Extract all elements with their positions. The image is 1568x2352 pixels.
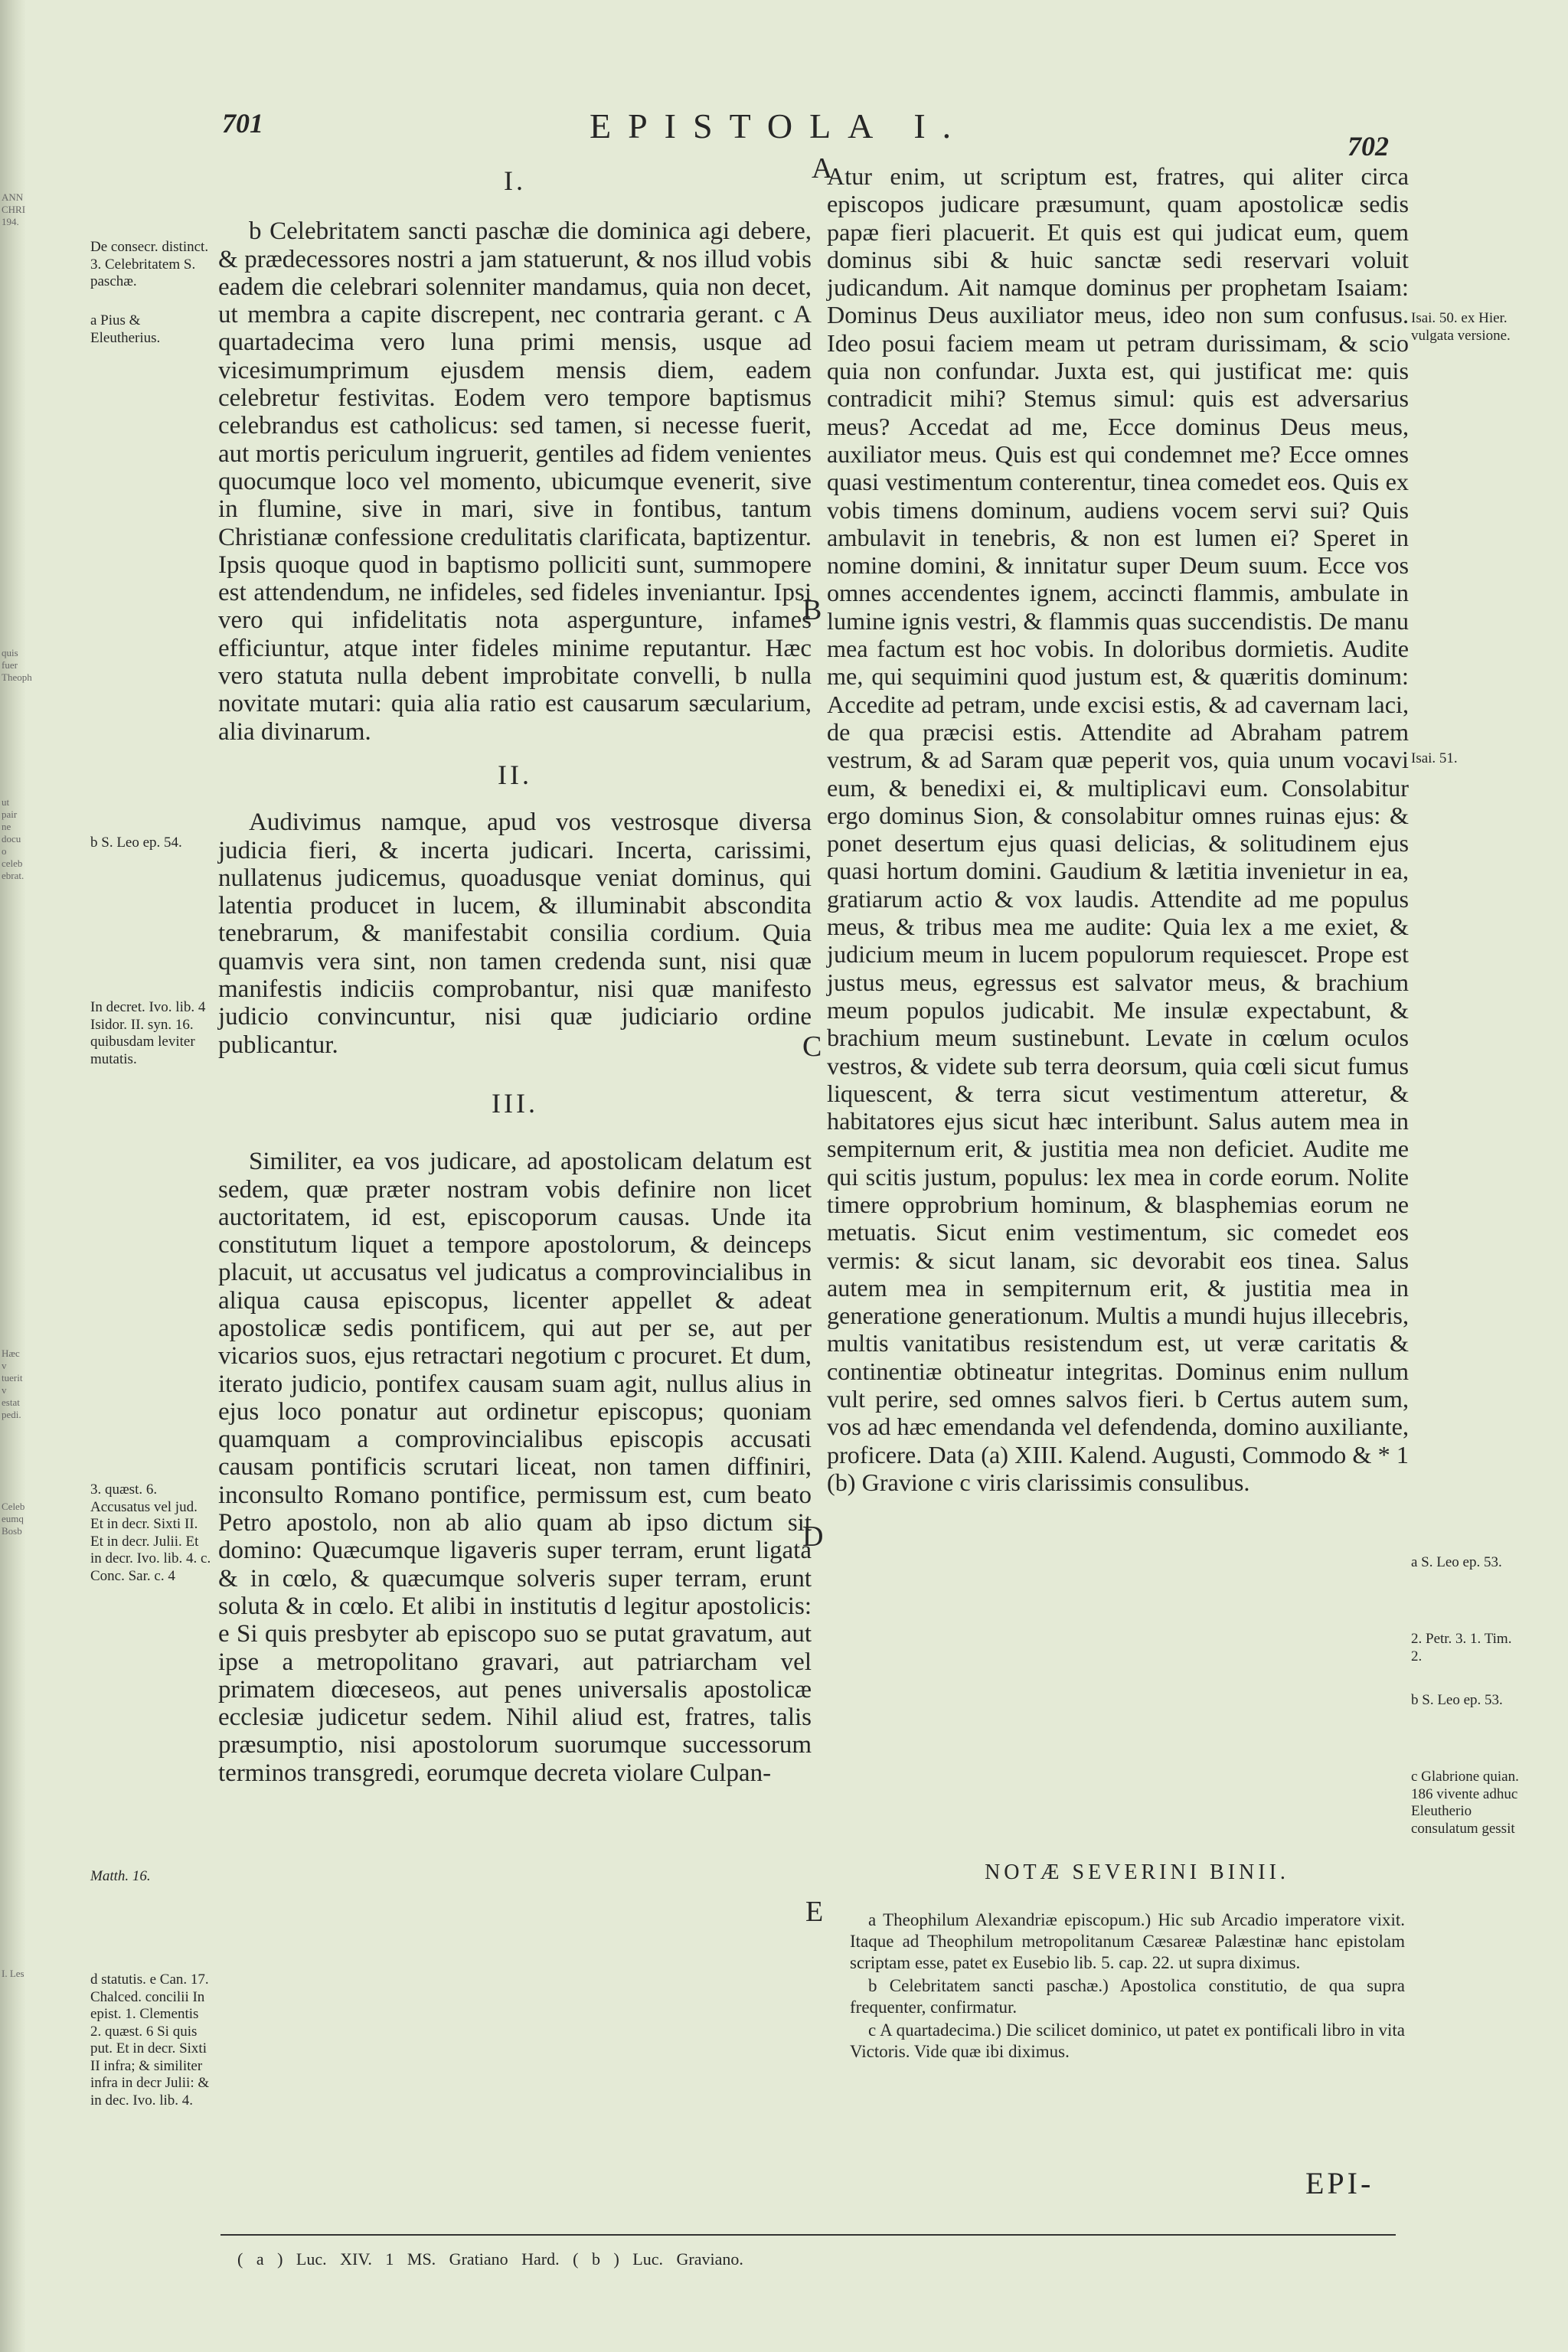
section-letter-e: E — [805, 1896, 824, 1928]
left-margin-note: Matth. 16. — [90, 1868, 151, 1884]
left-margin-note: d statutis. e Can. 17. Chalced. concilii In epist. 1. Clementis 2. quæst. 6 Si quis put. Et in decr. Sixti II infra; & similiter infra in decr Julii: & in dec. Ivo. lib. 4. — [90, 1971, 210, 2109]
left-margin-note: De consecr. distinct. 3. Celebritatem S. paschæ. — [90, 239, 209, 289]
note-item: a Theophilum Alexandriæ episcopum.) Hic sub Arcadio imperatore vixit. Itaque ad Theophilum metropolitanum Cæsareæ Palæstinæ hanc epistolam scriptam esse, patet ex Eusebio lib. 5. cap. 22. ut supra diximus. — [850, 1910, 1405, 1972]
section-letter-c: C — [802, 1031, 822, 1063]
section-letter-a: A — [812, 152, 833, 185]
left-page-number: 701 — [222, 108, 263, 139]
right-margin-note: c Glabrione quian. 186 vivente adhuc Eleutherio consulatum gessit — [1411, 1769, 1519, 1837]
footnote-rule — [220, 2234, 1396, 2236]
running-title: EPISTOLA I. — [590, 106, 969, 145]
left-margin-note: a Pius & Eleutherius. — [90, 312, 161, 346]
section-letter-d: D — [802, 1521, 824, 1553]
section-heading-1: I. — [504, 165, 526, 196]
note-item: b Celebritatem sancti paschæ.) Apostolica constitutio, de qua supra frequenter, confirmatur. — [850, 1976, 1405, 2017]
right-margin-note: Isai. 50. ex Hier. vulgata versione. — [1411, 310, 1511, 344]
right-text-column — [827, 162, 1409, 1496]
left-margin-note: b S. Leo ep. 54. — [90, 835, 182, 851]
previous-page-edge: ANN CHRI 194. quis fuer Theoph ut pair ne docu o celeb ebrat. Hæc v tuerit v estat pedi. Celeb eumq Bosb I. Les — [0, 0, 26, 2352]
left-margin-note: In decret. Ivo. lib. 4 Isidor. II. syn. 16. quibusdam leviter mutatis. — [90, 999, 206, 1067]
catchword: EPI- — [1305, 2166, 1374, 2200]
note-item: c A quartadecima.) Die scilicet dominico, ut patet ex pontificali libro in vita Victoris. Vide quæ ibi diximus. — [850, 2020, 1405, 2061]
section-heading-2: II. — [498, 759, 532, 790]
section-letter-b: B — [802, 594, 822, 626]
notes-title: NOTÆ SEVERINI BINII. — [985, 1860, 1289, 1884]
right-margin-note: a S. Leo ep. 53. — [1411, 1554, 1502, 1570]
left-margin-note: 3. quæst. 6. Accusatus vel jud. Et in decr. Sixti II. Et in decr. Julii. Et in decr. Ivo. lib. 4. c. Conc. Sar. c. 4 — [90, 1481, 211, 1584]
section-1-text: b Celebritatem sancti paschæ die dominica agi debere, & prædecessores nostri a jam statuerunt, & nos illud vobis eadem die celebrari solenniter mandamus, quia non decet, ut membra a capite discrepent, nec contraria gerant. c A quartadecima vero luna primi mensis, usque ad vicesimumprimum ejusdem mensis diem, eadem celebretur festivitas. Eodem vero tempore baptismus celebrandus est catholicus: sed tamen, si necesse fuerit, aut mortis periculum ingruerit, gentiles ad fidem venientes quocumque loco vel momento, ubicumque evenerit, sive in flumine, sive in mari, sive in fontibus, tantum Christianæ confessione credulitatis clarificata, baptizentur. Ipsis quoque quod in baptismo polliciti sunt, summopere est attendendum, ne infideles, sed fideles inveniantur. Ipsi vero qui infidelitatis nota aspergunture, infames efficiuntur, atque inter fideles minime reputantur. Hæc vero statuta nulla debent improbitate convelli, b nulla novitate mutari: quia alia ratio est causarum sæcularium, alia divinarum. — [218, 217, 812, 746]
notes-block — [850, 1909, 1405, 2064]
right-page-number: 702 — [1348, 131, 1389, 162]
right-column-text: Atur enim, ut scriptum est, fratres, qui aliter circa episcopos judicare præsumunt, quam apostolicæ sedis papæ fieri placuerit. Et quis est qui judicat eum, quem dominus sibi & huic sanctæ sedi reservari voluit judicandum. Ait namque dominus per prophetam Isaiam: Dominus Deus auxiliator meus, ideo non sum confusus. Ideo posui faciem meam ut petram durissimam, & scio quia non confundar. Juxta est, qui justificat me: quis contradicit mihi? Stemus simul: quis est adversarius meus? Accedat ad me, Ecce dominus Deus meus, auxiliator meus. Quis est qui condemnet me? Ecce omnes quasi vestimentum conterentur, tinea comedet eos. Quis ex vobis timens dominum, audiens vocem servi sui? Quis ambulavit in tenebris, & non est lumen ei? Speret in nomine domini, & innitatur super Deum suum. Ecce vos omnes accendentes ignem, accincti flammis, ambulate in lumine ignis vestri, & flammis quas succendistis. De manu mea factum est hoc vobis. In doloribus dormietis. Audite me, qui sequimini quod justum est, & quæritis dominum: Accedite ad petram, unde excisi estis, & ad cavernam laci, de qua præcisi estis. Attendite ad Abraham patrem vestrum, & ad Saram quæ peperit vos, quia unum vocavi eum, & benedixi ei, & multiplicavi eum. Consolabitur ergo dominus Sion, & consolabitur omnes ruinas ejus: & ponet desertum ejus quasi delicias, & solitudinem ejus quasi hortum domini. Gaudium & lætitia invenietur in ea, gratiarum actio & vox laudis. Attendite ad me populus meus, & tribus mea me audite: Quia lex a me exiet, & judicium meum in lucem populorum requiescet. Prope est justus meus, egressus est salvator meus, & brachium meum populos judicabit. Me insulæ expectabunt, & brachium meum sustinebunt. Levate in cœlum oculos vestros, & videte sub terra deorsum, quia cœli sicut fumus liquescent, & terra sicut vestimentum atteretur, & habitatores ejus sicut hæc interibunt. Salus autem mea in sempiternum erit, & justitia mea non deficiet. Audite me qui scitis justum, populus: lex mea in corde eorum. Nolite timere opprobrium hominum, & blasphemias eorum ne metuatis. Sicut enim vestimentum, sic comedet eos vermis: & sicut lanam, sic devorabit eos tinea. Salus autem mea in sempiternum erit, & justitia mea in generatione generationum. Multis a mundi hujus illecebris, multis vanitatibus resistendum est, ut veræ caritatis & continentiæ obtineatur integritas. Dominus enim nullum vult perire, sed omnes salvos fieri. b Certus autem sum, vos ad hæc emendanda vel defendenda, domino auxiliante, proficere. Data (a) XIII. Kalend. Augusti, Commodo & * 1 (b) Gravione c viris clarissimis consulibus. — [827, 162, 1409, 1496]
section-heading-3: III. — [492, 1087, 538, 1119]
section-2-text: Audivimus namque, apud vos vestrosque diversa judicia fieri, & incerta judicari. Incerta, carissimi, nullatenus judicemus, quoadusque veniat dominus, qui latentia producet in lucem, & illuminabit abscondita tenebrarum, & manifestabit consilia cordium. Quia quamvis vera sint, non tamen credenda sunt, nisi quæ manifestis indiciis comprobantur, nisi quæ manifesto judicio convincuntur, nisi quæ judiciario ordine publicantur. — [218, 808, 812, 1059]
section-3-text: Similiter, ea vos judicare, ad apostolicam delatum est sedem, quæ præter nostram vobis definire non licet auctoritatem, id est, episcoporum causas. Unde ita constitutum liquet a tempore apostolorum, & deinceps placuit, ut accusatus vel judicatus a comprovincialibus in aliqua causa episcopus, licenter appellet & adeat apostolicæ sedis pontificem, qui aut per se, aut per vicarios suos, ejus retractari negotium c procuret. Et dum, iterato judicio, pontifex causam suam agit, nullus alius in ejus loco ponatur aut ordinetur episcopus; quoniam quamquam a comprovincialibus episcopis accusati causam pontificis scrutari liceat, non tamen diffiniri, inconsulto Romano pontifice, permissum est, cum beato Petro apostolo, non ab alio quam ab ipso dictum sit domino: Quæcumque ligaveris super terram, erunt ligata & in cœlo, & quæcumque solveris super terram, erunt soluta & in cœlo. Et alibi in institutis d legitur apostolicis: e Si quis presbyter ab episcopo suo se putat gravatum, aut ipse a metropolitano gravari, aut patriarcham vel primatem diœceseos, aut penes universalis apostolicæ ecclesiæ judicetur sedem. Nihil aliud est, fratres, talis præsumptio, nisi apostolorum suorumque successorum terminos transgredi, eorumque decreta violare Culpan- — [218, 1148, 812, 1787]
right-margin-note: Isai. 51. — [1411, 750, 1458, 766]
right-margin-note: 2. Petr. 3. 1. Tim. 2. — [1411, 1631, 1512, 1664]
left-text-column — [218, 167, 812, 1787]
right-margin-note: b S. Leo ep. 53. — [1411, 1692, 1503, 1708]
footnote: ( a ) Luc. XIV. 1 MS. Gratiano Hard. ( b ) Luc. Graviano. — [237, 2249, 743, 2269]
